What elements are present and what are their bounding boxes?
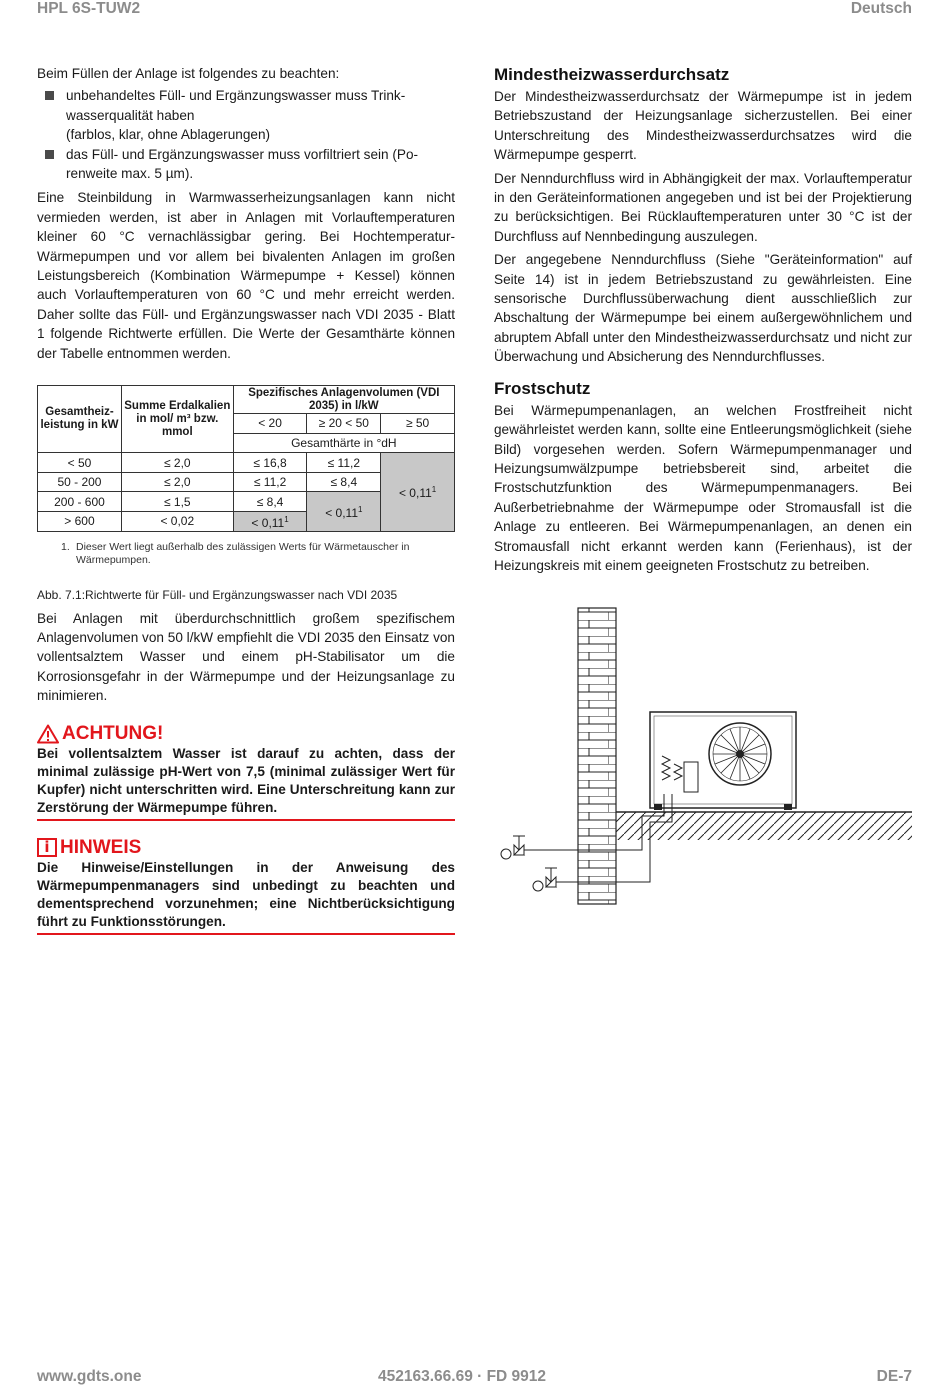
table-footnote — [37, 541, 455, 567]
table-cell: 50 - 200 — [38, 472, 122, 492]
table-cell-value: < 0,11 — [325, 506, 358, 521]
list-item-line: das Füll- und Ergänzungswasser muss vorfiltriert sein (Po- — [66, 146, 419, 162]
frost-paragraph: Bei Wärmepumpenanlagen, an welchen Frostfreiheit nicht gewährleistet werden kann, sollte eine Entleerungsmöglichkeit (siehe Bild) vorgesehen werden. Sofern Wärmepumpenmanager und Heizungsumwälzpumpe betriebsbereit sind, arbeitet die Frostschutzfunktion des Wärmepumpenmanagers. Bei Außerbetriebnahme der Wärmepumpe oder Stromausfall ist die Anlage zu entleeren. Bei Wärmepumpenanlagen, an denen ein Stromausfall nicht erkannt werden kann (Ferienhaus), ist der Heizungskreis mit einem geeigneten Frostschutz zu betreiben. — [494, 402, 912, 573]
list-item — [37, 86, 455, 144]
bullet-square-icon — [45, 91, 54, 100]
list-item — [37, 145, 455, 184]
col-header-volume: Spezifisches Anlagenvolumen (VDI 2035) in l/kW — [233, 386, 454, 414]
drain-valve-icon — [533, 868, 557, 891]
footnote-marker: 1 — [284, 514, 289, 524]
hint-text: Die Hinweise/Einstellungen in der Anweisung des Wärmepumpenmanagers sind unbedingt zu beachten und dementsprechend vorzunehmen; eine Nichtberücksichtigung führt zu Funktionsstörungen. — [37, 859, 455, 935]
warning-text: Bei vollentsalztem Wasser ist darauf zu achten, dass der minimal zulässige pH-Wert von 7,5 (minimal zulässiger Wert für Kupfer) nicht unterschritten wird. Eine Unterschreitung kann zur Zerstörung der Wärmepumpe führen. — [37, 745, 455, 821]
footer-doc-number: 452163.66.69 · FD 9912 — [378, 1368, 547, 1385]
desalinated-water-paragraph: Bei Anlagen mit überdurchschnittlich großem spezifischem Anlagenvolumen von 50 l/kW empfiehlt die VDI 2035 den Einsatz von vollentsalztem Wasser und einem pH-Stabilisator um die Korrosionsgefahr in der Wärmepumpe und der Heizungsanlage zu minimieren. — [37, 610, 455, 704]
table-cell: < 0,02 — [121, 512, 233, 532]
col-header-ge50: ≥ 50 — [381, 414, 455, 434]
warning-title: ACHTUNG! — [62, 722, 164, 744]
list-item-line: (farblos, klar, ohne Ablagerungen) — [66, 127, 271, 143]
list-item-line: unbehandeltes Füll- und Ergänzungswasser muss Trink- — [66, 88, 406, 104]
warning-box — [37, 723, 455, 821]
table-cell-merged — [381, 453, 455, 531]
right-column — [494, 64, 912, 579]
footer-website: www.gdts.one — [37, 1368, 142, 1385]
wall-graphic — [578, 608, 616, 904]
col-header-power: Gesamtheiz-leistung in kW — [38, 386, 122, 453]
col-header-lt20: < 20 — [233, 414, 307, 434]
footnote-text: Dieser Wert liegt außerhalb des zulässigen Werts für Wärmetauscher in Wärmepumpen. — [76, 540, 410, 566]
table-cell-value: < 0,11 — [398, 486, 432, 501]
warning-heading — [37, 723, 455, 745]
document-title: HPL 6S-TUW2 — [37, 0, 141, 17]
drain-valve-icon — [501, 836, 525, 859]
table-cell: < 50 — [38, 453, 122, 473]
col-header-20-50: ≥ 20 < 50 — [307, 414, 381, 434]
table-cell: ≤ 2,0 — [121, 453, 233, 473]
table-cell — [233, 512, 307, 532]
flow-paragraph-2: Der Nenndurchfluss wird in Abhängigkeit der max. Vorlauftemperatur in den Geräteinformationen angegeben und ist bei der Projektierung zu berücksichtigen. Bei Rücklauftemperaturen unter 30 °C ist der Durchfluss auf Nennbedingung auszulegen. — [494, 170, 912, 244]
flow-paragraph-3: Der angegebene Nenndurchfluss (Siehe "Geräteinformation" auf Seite 14) ist in jedem Betriebszustand zu gewährleisten. Eine sensorische Durchflussüberwachung dient ausschließlich zur Abschaltung der Wärmepumpe bei einem außergewöhnlichem und abruptem Abfall unter den Mindestheizwasserdurchsatz und nicht zur Überwachung und Absicherung des Nenndurchflusses. — [494, 252, 912, 365]
table-cell: ≤ 11,2 — [307, 453, 381, 473]
col-header-hardness: Gesamthärte in °dH — [233, 433, 454, 453]
language-label: Deutsch — [850, 0, 912, 17]
left-column — [37, 64, 455, 935]
fill-requirements-list — [37, 86, 455, 183]
footnote-number: 1. — [61, 540, 70, 553]
section-heading-flow: Mindestheizwasserdurchsatz — [494, 65, 730, 84]
col-header-alkaline: Summe Erdalkalien in mol/ m³ bzw. mmol — [121, 386, 233, 453]
hint-heading — [37, 837, 455, 859]
flow-paragraph-1: Der Mindestheizwasserdurchsatz der Wärmepumpe ist in jedem Betriebszustand der Heizungsanlage sicherzustellen. Bei einer Unterschreitung des Mindestheizwasserdurchsatzes wird die Wärmepumpe gesperrt. — [494, 89, 912, 163]
footer-page-number: DE-7 — [876, 1368, 912, 1385]
list-item-line: wasserqualität haben — [66, 107, 195, 123]
table-row — [38, 453, 455, 473]
table-cell: > 600 — [38, 512, 122, 532]
frost-drain-illustration — [494, 604, 914, 909]
table-cell: ≤ 16,8 — [233, 453, 307, 473]
list-item-line: renweite max. 5 µm). — [66, 166, 194, 182]
section-heading-frost: Frostschutz — [494, 378, 591, 398]
figure-caption: Abb. 7.1:Richtwerte für Füll- und Ergänzungswasser nach VDI 2035 — [37, 587, 398, 602]
table-cell-value: < 0,11 — [251, 515, 285, 530]
table-cell-merged — [307, 492, 381, 531]
water-guideline-table — [37, 385, 455, 532]
footnote-marker: 1 — [358, 505, 363, 515]
footnote-marker: 1 — [431, 485, 437, 495]
table-cell: ≤ 8,4 — [307, 472, 381, 492]
table-cell: ≤ 2,0 — [121, 472, 233, 492]
table-cell: 200 - 600 — [38, 492, 122, 512]
table-cell: ≤ 1,5 — [121, 492, 233, 512]
hint-title: HINWEIS — [60, 836, 142, 858]
info-icon: i — [37, 838, 57, 857]
fill-intro: Beim Füllen der Anlage ist folgendes zu beachten: — [37, 66, 340, 81]
hint-box — [37, 837, 455, 935]
table-cell: ≤ 8,4 — [233, 492, 307, 512]
table-cell: ≤ 11,2 — [233, 472, 307, 492]
bullet-square-icon — [45, 150, 54, 159]
scale-paragraph: Eine Steinbildung in Warmwasserheizungsanlagen kann nicht vermieden werden, ist aber in Anlagen mit Vorlauftemperaturen kleiner 60 °C vernachlässigbar gering. Bei Hochtemperatur-Wärmepumpen und vor allem bei bivalenten Anlagen im großen Leistungsbereich (Kombination Wärmepumpe + Kessel) können auch Vorlauftemperaturen von 60 °C und mehr erreicht werden. Daher sollte das Füll- und Ergänzungswasser nach VDI 2035 - Blatt 1 folgende Richtwerte erfüllen. Die Werte der Gesamthärte können der Tabelle entnommen werden. — [37, 190, 455, 361]
warning-triangle-icon — [37, 724, 59, 744]
